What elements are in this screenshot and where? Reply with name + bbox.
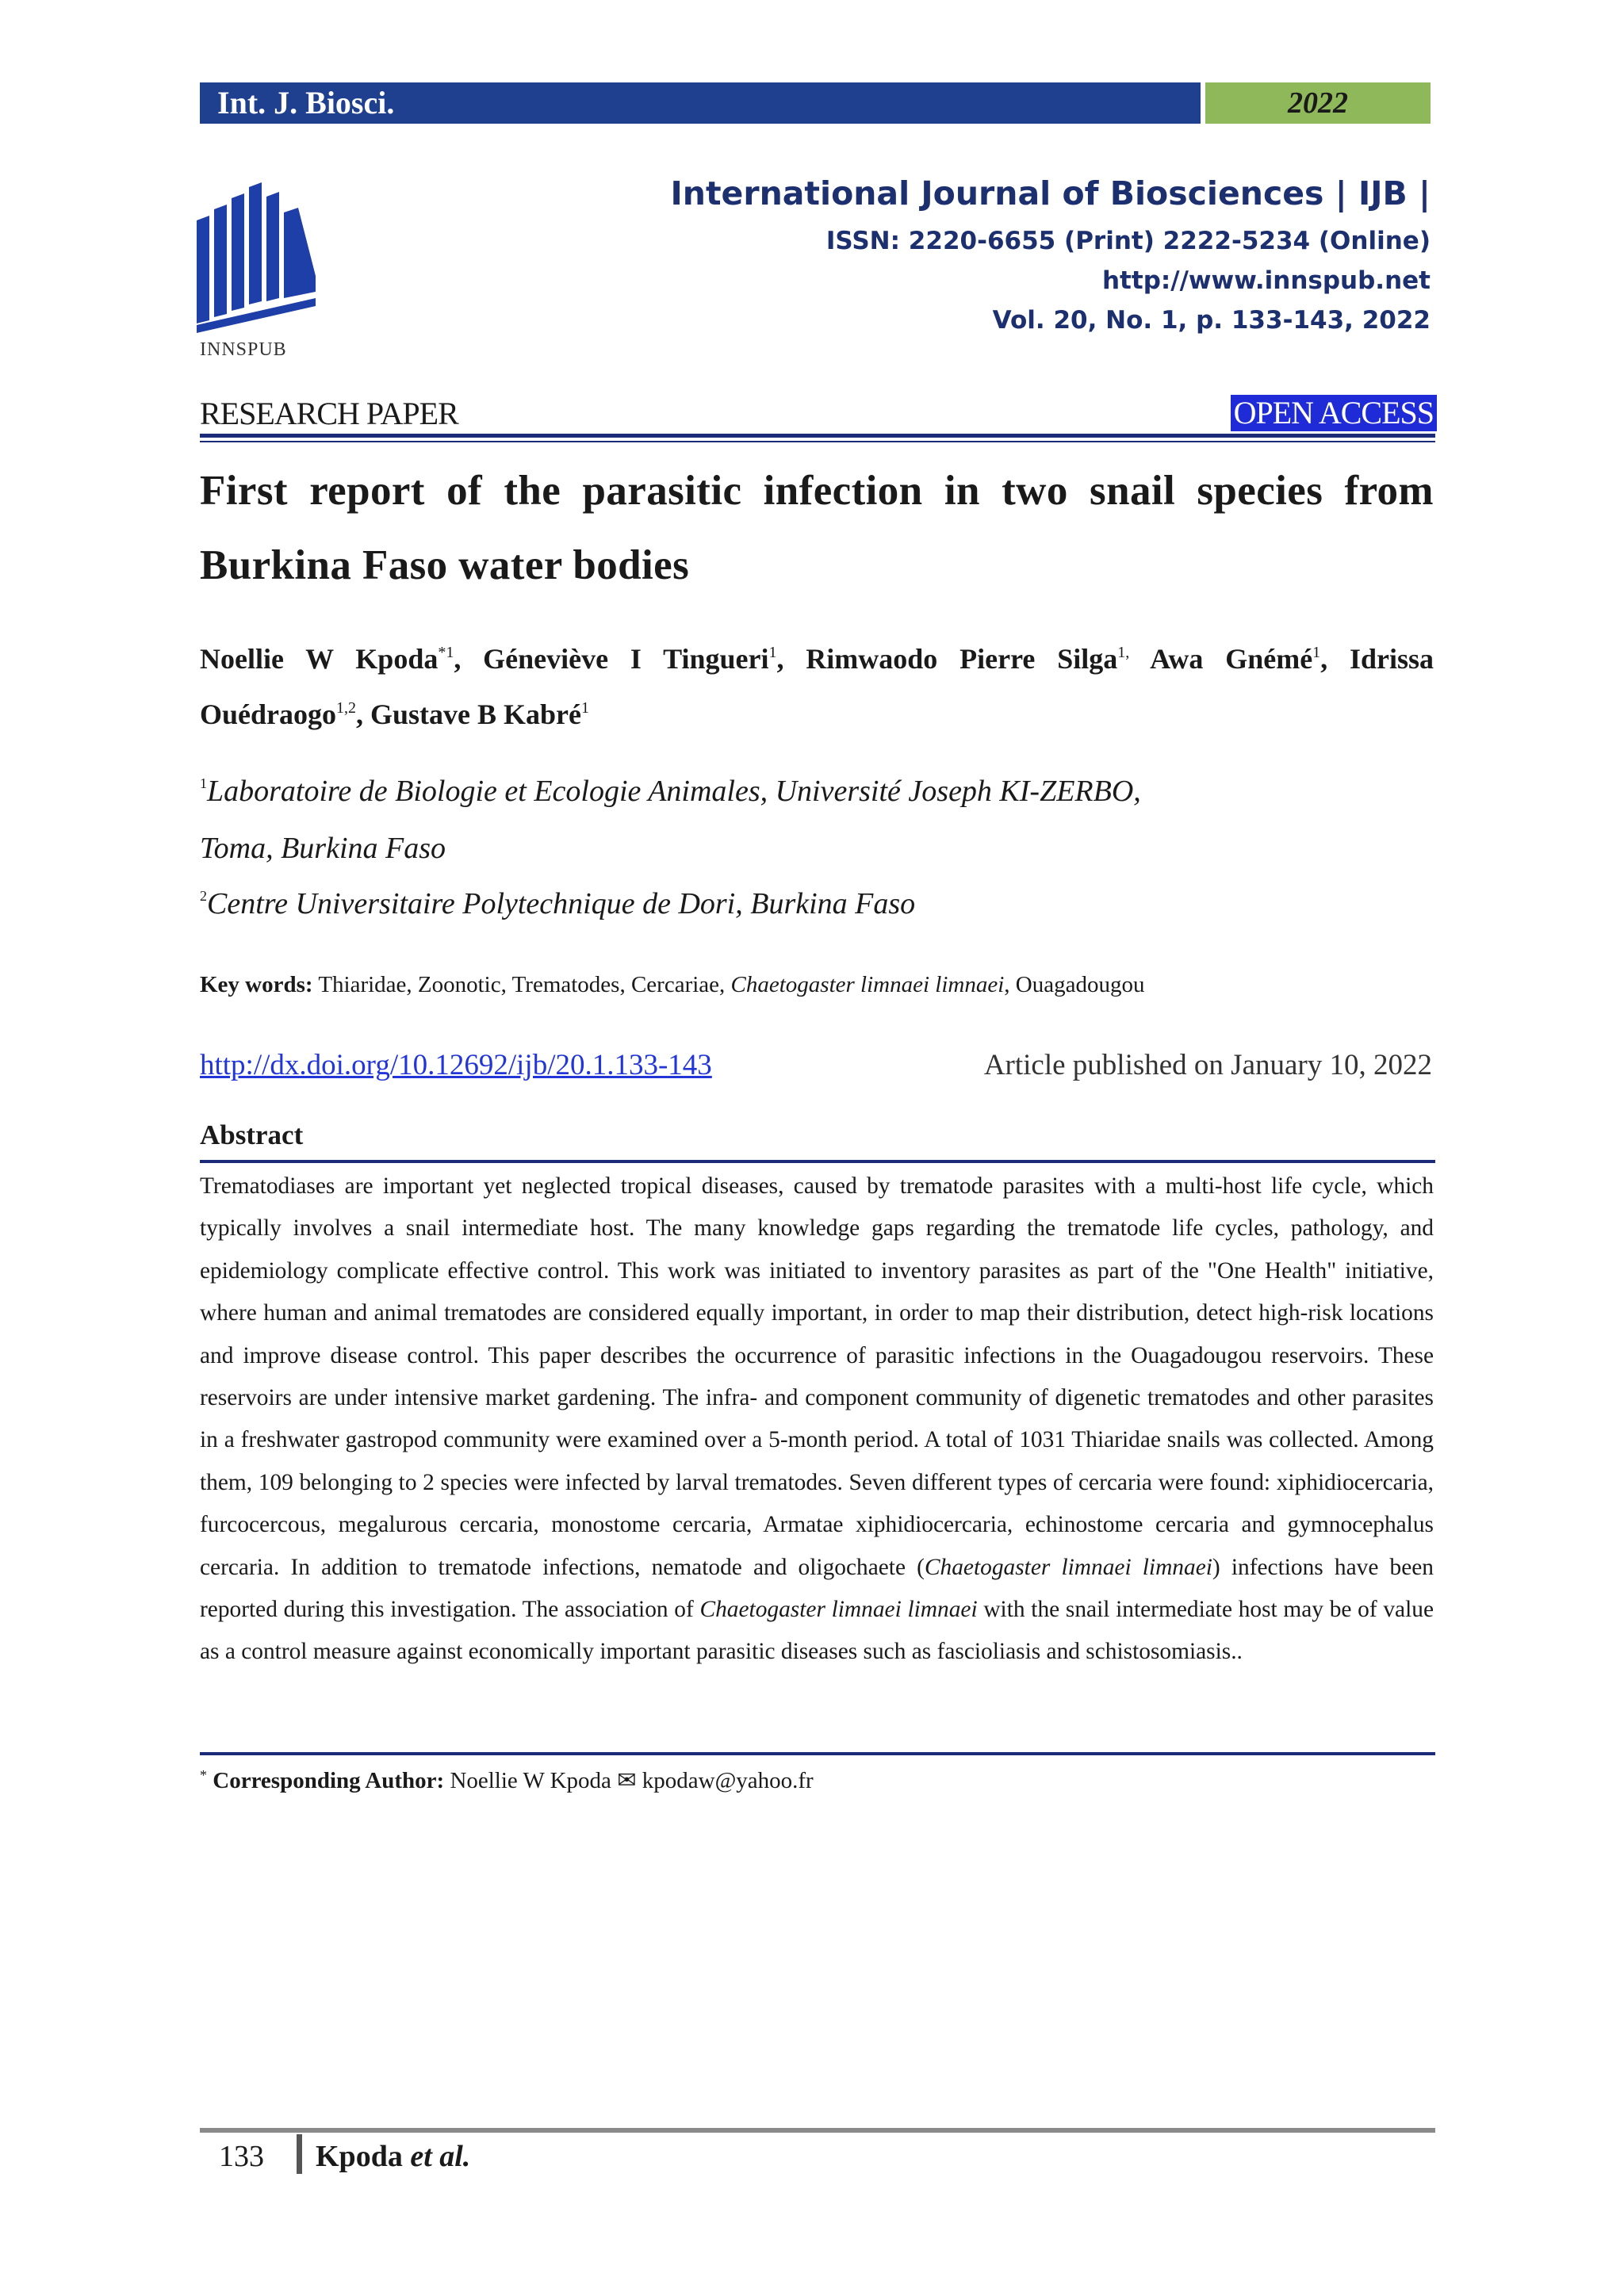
- divider: [200, 434, 1435, 438]
- doi-link[interactable]: http://dx.doi.org/10.12692/ijb/20.1.133-143: [200, 1049, 712, 1081]
- corresponding-author: [200, 1766, 814, 1794]
- corresponding-label: Corresponding Author:: [213, 1768, 445, 1793]
- author-name: Idrissa Ouédraogo: [200, 643, 1434, 730]
- author-affiliation-mark: 1: [581, 699, 590, 717]
- author-affiliation-mark: 1: [1312, 644, 1321, 661]
- keywords: [200, 972, 1434, 998]
- divider: [200, 1752, 1435, 1755]
- journal-url[interactable]: http://www.innspub.net: [1101, 266, 1431, 295]
- journal-issn: ISSN: 2220-6655 (Print) 2222-5234 (Online): [825, 227, 1431, 255]
- divider: [200, 1160, 1435, 1163]
- affiliation-text: Laboratoire de Biologie et Ecologie Animales, Université Joseph KI-ZERBO,: [207, 775, 1141, 808]
- divider: [200, 441, 1435, 442]
- running-author-name: Kpoda: [316, 2140, 403, 2173]
- article-type: RESEARCH PAPER: [200, 396, 458, 431]
- publication-date: Article published on January 10, 2022: [983, 1049, 1432, 1081]
- keywords-species: Chaetogaster limnaei limnaei: [730, 972, 1005, 997]
- author-separator: ,: [1320, 643, 1350, 675]
- journal-year: 2022: [1288, 86, 1348, 120]
- author-name: Géneviève I Tingueri: [483, 643, 769, 675]
- abstract-species: Chaetogaster limnaei limnaei: [924, 1554, 1212, 1580]
- journal-volume: Vol. 20, No. 1, p. 133-143, 2022: [992, 306, 1431, 335]
- article-title: First report of the parasitic infection in two snail species from Burkina Faso water bodies: [200, 468, 1434, 588]
- author-name: Noellie W Kpoda: [200, 643, 439, 675]
- innspub-logo-icon: [197, 181, 316, 333]
- affiliation-mark: 1: [200, 775, 207, 791]
- abstract-species: Chaetogaster limnaei limnaei: [699, 1597, 978, 1623]
- author-separator: ,: [356, 698, 371, 730]
- author-affiliation-mark: *1: [438, 644, 454, 661]
- affiliation-2: [200, 886, 915, 921]
- corresponding-name: Noellie W Kpoda: [450, 1768, 611, 1793]
- author-name: Rimwaodo Pierre Silga: [806, 643, 1118, 675]
- abstract-text: Trematodiases are important yet neglected tropical diseases, caused by trematode parasites with a multi-host life cycle, which typically involves a snail intermediate host. The many knowledge gaps regarding the trematode life cycles, pathology, and epidemiology complicate effective control. This work was initiated to inventory parasites as part of the "One Health" initiative, where human and animal trematodes are considered equally important, in order to map their distribution, detect high-risk locations and improve disease control. This paper describes the occurrence of parasitic infections in the Ouagadougou reservoirs. These reservoirs are under intensive market gardening. The infra- and component community of digenetic trematodes and other parasites in a freshwater gastropod community were examined over a 5-month period. A total of 1031 Thiaridae snails was collected. Among them, 109 belonging to 2 species were infected by larval trematodes. Seven different types of cercaria were found: xiphidiocercaria, furcocercous, megalurous cercaria, monostome cercaria, Armatae xiphidiocercaria, echinostome cercaria and gymnocephalus cercaria. In addition to trematode infections, nematode and oligochaete (: [200, 1173, 1434, 1580]
- keywords-text-end: , Ouagadougou: [1004, 972, 1145, 997]
- abstract-text: with the snail intermediate host may be of value as a control measure against economically important parasitic diseases such as fascioliasis and schistosomiasis..: [200, 1597, 1434, 1665]
- journal-banner: [200, 82, 1201, 124]
- abstract-heading: Abstract: [200, 1119, 304, 1150]
- publisher-logo-text: INNSPUB: [200, 339, 287, 360]
- year-banner: [1205, 82, 1431, 124]
- open-access-badge: OPEN ACCESS: [1231, 395, 1437, 431]
- keywords-text: Thiaridae, Zoonotic, Trematodes, Cercariae,: [318, 972, 731, 997]
- abstract-text: ) infections have been reported during this investigation. The association of: [200, 1554, 1434, 1623]
- author-separator: ,: [776, 643, 806, 675]
- abstract-body: [200, 1165, 1434, 1674]
- envelope-icon: ✉: [617, 1768, 637, 1793]
- affiliation-text: Centre Universitaire Polytechnique de Dori, Burkina Faso: [207, 887, 916, 920]
- keywords-label: Key words:: [200, 972, 313, 997]
- author-separator: [1129, 643, 1150, 675]
- author-name: Gustave B Kabré: [370, 698, 582, 730]
- journal-short-title: Int. J. Biosci.: [217, 85, 395, 121]
- corresponding-email[interactable]: kpodaw@yahoo.fr: [642, 1768, 814, 1793]
- footer-separator: [297, 2134, 302, 2174]
- running-author: [316, 2139, 470, 2174]
- affiliation-1-continued: Toma, Burkina Faso: [200, 832, 446, 865]
- author-affiliation-mark: 1,: [1117, 644, 1130, 661]
- author-list: [200, 631, 1434, 742]
- author-affiliation-mark: 1,2: [336, 699, 357, 717]
- footnote-mark: *: [200, 1767, 207, 1783]
- author-affiliation-mark: 1: [768, 644, 777, 661]
- author-name: Awa Gnémé: [1150, 643, 1313, 675]
- journal-full-title: International Journal of Biosciences | IJB |: [670, 174, 1431, 212]
- page-number: 133: [219, 2140, 264, 2173]
- running-author-etal: et al.: [410, 2140, 471, 2173]
- affiliation-1: [200, 774, 1141, 809]
- author-separator: ,: [454, 643, 484, 675]
- affiliation-mark: 2: [200, 888, 207, 904]
- footer-divider: [200, 2128, 1435, 2133]
